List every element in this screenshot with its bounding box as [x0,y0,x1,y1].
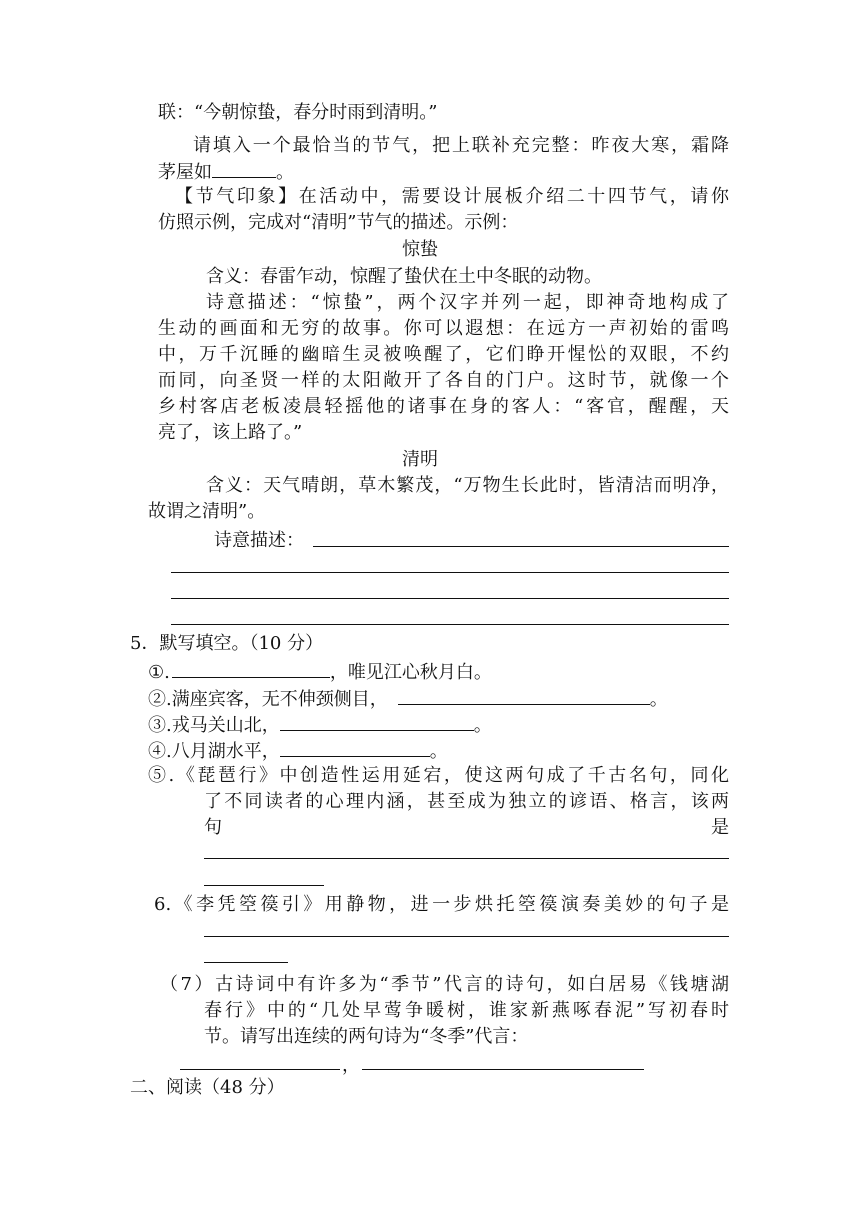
q5-item-4-blank[interactable] [280,738,430,757]
q5-item-5-cont: 了不同读者的心理内涵，甚至成为独立的谚语、格言，该两 [204,791,729,812]
q5-item-1 [148,659,492,686]
q7-comma: ， [342,1055,360,1076]
q5-item-3-suffix: 。 [473,715,492,736]
task-answer-line[interactable] [171,624,729,625]
q7-answer-blank-2[interactable] [362,1069,644,1070]
task-meaning: 含义：天气晴朗，草木繁茂，“万物生长此时，皆清洁而明净， [206,475,729,496]
q5-item-3-text: ③.戎马关山北， [148,715,280,736]
couplet-answer-blank[interactable] [212,159,276,178]
q5-item-5-answer-line[interactable] [204,858,729,859]
task-answer-line[interactable] [171,598,729,599]
q6-answer-line[interactable] [204,936,729,937]
q5-item-1-blank[interactable] [172,659,330,678]
q5-item-4 [148,738,448,765]
q7-text: （7）古诗词中有许多为“季节”代言的诗句，如白居易《钱塘湖 [160,974,729,995]
q5-item-4-text: ④.八月湖水平， [148,741,280,762]
q5-item-2 [148,686,668,713]
q5-item-3 [148,712,492,739]
section2-heading: 二、阅读（48 分） [130,1077,285,1098]
example-desc-line: 而同，向圣贤一样的太阳敞开了各自的门户。这时节，就像一个 [158,370,729,391]
task-desc-label: 诗意描述： [214,530,304,551]
q5-heading: 5．默写填空。（10 分） [130,633,324,654]
example-desc-line: 生动的画面和无穷的故事。你可以遐想：在远方一声初始的雷鸣 [158,318,729,339]
couplet-fill-prefix: 茅屋如 [158,162,212,183]
example-desc-line: 中，万千沉睡的幽暗生灵被唤醒了，它们睁开惺忪的双眼，不约 [158,344,729,365]
q6-text: 6.《李凭箜篌引》用静物，进一步烘托箜篌演奏美妙的句子是 [154,894,729,915]
impression-intro-cont: 仿照示例，完成对“清明”节气的描述。示例： [158,212,519,233]
q5-item-5-answer-line[interactable] [204,885,324,886]
example-title: 惊蛰 [402,239,438,260]
q5-item-5-shi: 是 [711,817,729,838]
task-answer-line[interactable] [313,546,729,547]
q5-item-4-suffix: 。 [429,741,448,762]
q5-item-1-num: ①. [148,662,170,683]
example-desc-line: 乡村客店老板凌晨轻摇他的诸事在身的客人：“客官，醒醒，天 [158,396,729,417]
task-answer-line[interactable] [171,572,729,573]
example-meaning: 含义：春雷乍动，惊醒了蛰伏在土中冬眠的动物。 [206,266,602,287]
task-meaning-cont: 故谓之清明”。 [148,501,266,522]
q5-item-2-suffix: 。 [649,689,668,710]
q6-answer-line[interactable] [204,962,288,963]
example-desc-line: 亮了，该上路了。” [158,422,303,443]
couplet-fill-line [158,159,294,186]
q5-item-2-blank[interactable] [398,686,650,705]
q5-item-5-ju: 句 [204,817,222,838]
q7-text-cont: 春行》中的“几处早莺争暖树，谁家新燕啄春泥”写初春时 [204,1000,729,1021]
q7-answer-blank-1[interactable] [180,1069,340,1070]
impression-intro: 【节气印象】在活动中，需要设计展板介绍二十四节气，请你 [175,186,729,207]
example-desc-line: 诗意描述：“惊蛰”，两个汉字并列一起，即神奇地构成了 [206,292,729,313]
couplet-fill-instruction: 请填入一个最恰当的节气，把上联补充完整：昨夜大寒，霜降 [193,135,729,156]
couplet-line: 联：“今朝惊蛰，春分时雨到清明。” [158,102,438,123]
q5-item-1-suffix: ，唯见江心秋月白。 [329,662,492,683]
task-title: 清明 [402,449,438,470]
q5-item-3-blank[interactable] [280,712,474,731]
q7-text-cont: 节。请写出连续的两句诗为“冬季”代言： [204,1026,529,1047]
couplet-fill-suffix: 。 [276,162,294,183]
q5-item-2-text: ②.满座宾客，无不伸颈侧目， [148,689,388,710]
q5-item-5: ⑤.《琵琶行》中创造性运用延宕，使这两句成了千古名句，同化 [148,765,729,786]
